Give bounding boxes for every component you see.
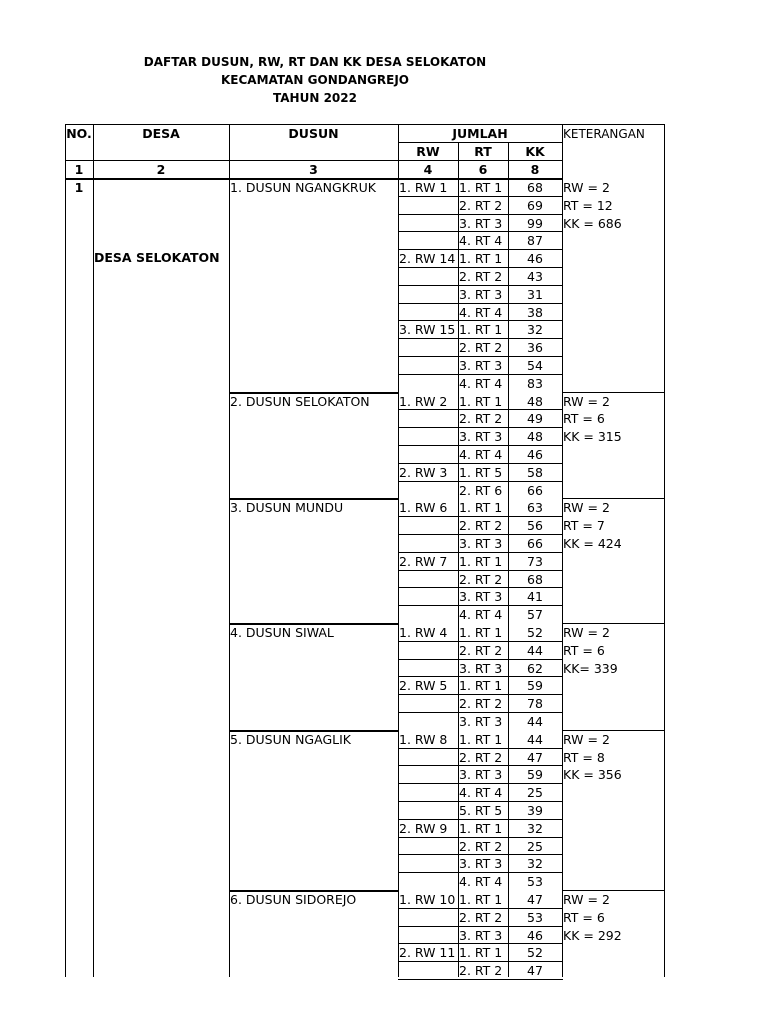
keterangan-line: RT = 6 — [563, 642, 605, 658]
title-line-2: KECAMATAN GONDANGREJO — [221, 73, 409, 87]
header-dusun: DUSUN — [288, 126, 339, 141]
grid-line — [65, 124, 66, 977]
rt-cell: 2. RT 2 — [459, 571, 503, 587]
rt-cell: 2. RT 2 — [459, 963, 503, 979]
rt-cell: 4. RT 4 — [459, 785, 503, 801]
kk-cell: 41 — [527, 589, 543, 605]
keterangan-line: RT = 7 — [563, 518, 605, 534]
header-rw: RW — [416, 144, 440, 159]
kk-cell: 52 — [527, 945, 543, 961]
column-number: 3 — [309, 162, 318, 177]
kk-cell: 99 — [527, 215, 543, 231]
rt-cell: 3. RT 3 — [459, 927, 503, 943]
keterangan-line: RT = 8 — [563, 749, 605, 765]
kk-cell: 25 — [527, 785, 543, 801]
rt-cell: 2. RT 2 — [459, 749, 503, 765]
keterangan-line: RW = 2 — [563, 625, 610, 640]
kk-cell: 53 — [527, 909, 543, 925]
kk-cell: 53 — [527, 874, 543, 890]
rw-cell: 1. RW 10 — [399, 892, 456, 907]
rw-cell: 2. RW 11 — [399, 945, 456, 961]
keterangan-line: RT = 6 — [563, 411, 605, 427]
column-number: 2 — [156, 162, 166, 177]
rt-cell: 5. RT 5 — [459, 803, 503, 818]
keterangan-line: KK = 356 — [563, 767, 622, 783]
column-number: 1 — [74, 162, 84, 177]
kk-cell: 54 — [527, 358, 543, 373]
kk-cell: 31 — [527, 286, 543, 302]
dusun-name: 2. DUSUN SELOKATON — [230, 393, 370, 409]
dusun-name: 3. DUSUN MUNDU — [230, 500, 344, 516]
kk-cell: 83 — [527, 375, 543, 391]
kk-cell: 57 — [527, 607, 543, 623]
dusun-name: 5. DUSUN NGAGLIK — [230, 731, 351, 747]
rt-cell: 3. RT 3 — [459, 856, 503, 872]
keterangan-line: KK= 339 — [563, 660, 618, 676]
kk-cell: 32 — [527, 322, 543, 338]
column-number: 6 — [478, 162, 488, 177]
keterangan-line: RT = 6 — [563, 909, 605, 925]
dusun-name: 1. DUSUN NGANGKRUK — [230, 180, 376, 195]
kk-cell: 48 — [527, 393, 543, 409]
rt-cell: 4. RT 4 — [459, 304, 503, 320]
header-no: NO. — [66, 126, 92, 141]
kk-cell: 59 — [527, 678, 543, 694]
kk-cell: 59 — [527, 767, 543, 783]
grid-line — [398, 979, 563, 980]
kk-cell: 47 — [527, 963, 543, 979]
grid-line — [229, 124, 230, 977]
dusun-table — [65, 124, 665, 977]
rt-cell: 1. RT 1 — [459, 820, 503, 836]
rw-cell: 2. RW 7 — [399, 553, 448, 569]
rw-cell: 1. RW 2 — [399, 393, 448, 409]
rt-cell: 3. RT 3 — [459, 767, 503, 783]
keterangan-line: RW = 2 — [563, 892, 610, 907]
keterangan-line: KK = 292 — [563, 927, 622, 943]
kk-cell: 58 — [527, 464, 543, 480]
rt-cell: 4. RT 4 — [459, 874, 503, 890]
kk-cell: 66 — [527, 536, 543, 551]
header-keterangan: KETERANGAN — [563, 127, 645, 141]
kk-cell: 36 — [527, 340, 543, 356]
rt-cell: 2. RT 2 — [459, 197, 503, 213]
rt-cell: 1. RT 5 — [459, 464, 503, 480]
kk-cell: 68 — [527, 180, 543, 195]
document-title — [65, 53, 565, 107]
keterangan-line: RW = 2 — [563, 731, 610, 747]
header-jumlah: JUMLAH — [452, 126, 508, 141]
kk-cell: 78 — [527, 696, 543, 712]
dusun-name: 6. DUSUN SIDOREJO — [230, 892, 357, 907]
rt-cell: 3. RT 3 — [459, 429, 503, 445]
row-number: 1 — [74, 180, 84, 195]
rt-cell: 1. RT 1 — [459, 625, 503, 640]
kk-cell: 44 — [527, 714, 543, 729]
rt-cell: 1. RT 1 — [459, 731, 503, 747]
keterangan-line: RW = 2 — [563, 393, 610, 409]
rt-cell: 2. RT 2 — [459, 269, 503, 284]
rw-cell: 3. RW 15 — [399, 322, 456, 338]
rw-cell: 2. RW 14 — [399, 251, 456, 267]
rt-cell: 1. RT 1 — [459, 678, 503, 694]
rt-cell: 2. RT 2 — [459, 909, 503, 925]
header-kk: KK — [525, 144, 545, 159]
kk-cell: 52 — [527, 625, 543, 640]
rt-cell: 1. RT 1 — [459, 500, 503, 516]
rt-cell: 2. RT 2 — [459, 642, 503, 658]
kk-cell: 69 — [527, 197, 543, 213]
rw-cell: 2. RW 3 — [399, 464, 448, 480]
rt-cell: 2. RT 2 — [459, 340, 503, 356]
kk-cell: 62 — [527, 660, 543, 676]
rt-cell: 4. RT 4 — [459, 607, 503, 623]
kk-cell: 49 — [527, 411, 543, 427]
rt-cell: 3. RT 3 — [459, 660, 503, 676]
header-rt: RT — [474, 144, 492, 159]
rt-cell: 2. RT 6 — [459, 482, 503, 498]
rt-cell: 1. RT 1 — [459, 393, 503, 409]
kk-cell: 32 — [527, 820, 543, 836]
kk-cell: 32 — [527, 856, 543, 872]
rw-cell: 1. RW 4 — [399, 625, 448, 640]
rw-cell: 2. RW 9 — [399, 820, 448, 836]
kk-cell: 44 — [527, 642, 543, 658]
keterangan-line: RW = 2 — [563, 500, 610, 516]
rt-cell: 4. RT 4 — [459, 447, 503, 462]
header-desa: DESA — [142, 126, 180, 141]
grid-line — [664, 124, 665, 977]
title-line-1: DAFTAR DUSUN, RW, RT DAN KK DESA SELOKATON — [143, 55, 487, 69]
rw-cell: 2. RW 5 — [399, 678, 448, 694]
kk-cell: 38 — [527, 304, 543, 320]
rt-cell: 1. RT 1 — [459, 251, 503, 267]
dusun-name: 4. DUSUN SIWAL — [230, 625, 334, 640]
rt-cell: 3. RT 3 — [459, 286, 503, 302]
kk-cell: 68 — [527, 571, 543, 587]
rw-cell: 1. RW 1 — [399, 180, 448, 195]
kk-cell: 56 — [527, 518, 543, 534]
rt-cell: 3. RT 3 — [459, 215, 503, 231]
kk-cell: 48 — [527, 429, 543, 445]
kk-cell: 25 — [527, 838, 543, 854]
rw-cell: 1. RW 8 — [399, 731, 448, 747]
kk-cell: 47 — [527, 749, 543, 765]
kk-cell: 39 — [527, 803, 543, 818]
rt-cell: 3. RT 3 — [459, 358, 503, 373]
keterangan-line: KK = 686 — [563, 215, 622, 231]
keterangan-line: KK = 315 — [563, 429, 622, 445]
rt-cell: 4. RT 4 — [459, 375, 503, 391]
rt-cell: 4. RT 4 — [459, 233, 503, 249]
kk-cell: 46 — [527, 251, 543, 267]
rt-cell: 2. RT 2 — [459, 838, 503, 854]
column-number: 4 — [423, 162, 433, 177]
kk-cell: 87 — [527, 233, 543, 249]
column-number: 8 — [530, 162, 540, 177]
keterangan-line: RT = 12 — [563, 197, 613, 213]
rt-cell: 1. RT 1 — [459, 180, 503, 195]
desa-name: DESA SELOKATON — [94, 250, 220, 266]
rt-cell: 1. RT 1 — [459, 322, 503, 338]
rw-cell: 1. RW 6 — [399, 500, 448, 516]
keterangan-line: RW = 2 — [563, 180, 610, 195]
rt-cell: 2. RT 2 — [459, 518, 503, 534]
title-line-3: TAHUN 2022 — [273, 91, 357, 105]
rt-cell: 1. RT 1 — [459, 892, 503, 907]
rt-cell: 1. RT 1 — [459, 945, 503, 961]
kk-cell: 46 — [527, 447, 543, 462]
rt-cell: 2. RT 2 — [459, 411, 503, 427]
kk-cell: 73 — [527, 553, 543, 569]
keterangan-line: KK = 424 — [563, 536, 622, 551]
kk-cell: 66 — [527, 482, 543, 498]
kk-cell: 63 — [527, 500, 543, 516]
rt-cell: 1. RT 1 — [459, 553, 503, 569]
kk-cell: 47 — [527, 892, 543, 907]
rt-cell: 2. RT 2 — [459, 696, 503, 712]
kk-cell: 43 — [527, 269, 543, 284]
rt-cell: 3. RT 3 — [459, 714, 503, 729]
kk-cell: 46 — [527, 927, 543, 943]
rt-cell: 3. RT 3 — [459, 589, 503, 605]
kk-cell: 44 — [527, 731, 543, 747]
rt-cell: 3. RT 3 — [459, 536, 503, 551]
